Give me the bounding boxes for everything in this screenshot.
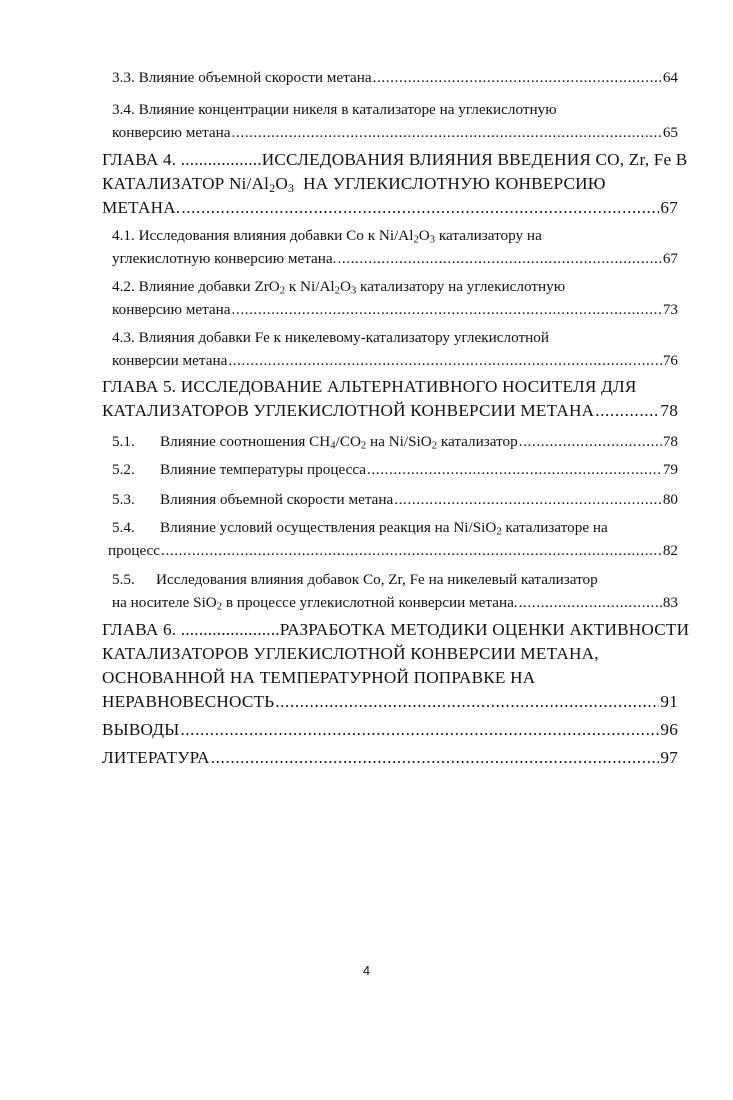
toc-entry-5-1[interactable]: [112, 430, 678, 453]
toc-page-number: 67: [662, 250, 678, 267]
toc-entry-5-5[interactable]: [112, 568, 678, 614]
toc-entry-title-line1: 3.4. Влияние концентрации никеля в катализаторе на углекислотную: [112, 101, 557, 118]
toc-entry-3-3[interactable]: [112, 66, 678, 89]
toc-entry-3-4[interactable]: [112, 98, 678, 144]
toc-leader-dots: [519, 591, 662, 614]
toc-entry-title-line1: 4.1. Исследования влияния добавки Со к $Ni/Al_2O_3$ катализатору на: [112, 227, 542, 246]
toc-page-number: 64: [662, 69, 678, 86]
toc-entry-title: 3.3. Влияние объемной скорости метана: [112, 69, 372, 86]
chapter-title-line4: НЕРАВНОВЕСНОСТЬ: [102, 692, 275, 711]
toc-chapter-5[interactable]: [102, 375, 678, 423]
toc-entry-number: 5.3.: [112, 491, 135, 508]
toc-page-number: 80: [662, 491, 678, 508]
toc-entry-5-3[interactable]: [112, 488, 678, 511]
chapter-title-line1: ГЛАВА 5. ИССЛЕДОВАНИЕ АЛЬТЕРНАТИВНОГО НОСИТЕЛЯ ДЛЯ: [102, 377, 637, 396]
toc-entry-title-line1: 4.3. Влияния добавки Fe к никелевому-катализатору углекислотной: [112, 329, 549, 346]
toc-page-number: 73: [662, 301, 678, 318]
toc-leader-dots: [161, 539, 662, 562]
chapter-prefix: ГЛАВА 4. ..................: [102, 150, 262, 169]
toc-entry-title: 5.2. Влияние температуры процесса: [112, 458, 366, 481]
toc-leader-dots: [275, 690, 659, 714]
toc-entry-title-line2: углекислотную конверсию метана.: [112, 250, 337, 267]
chapter-title-line1: ИССЛЕДОВАНИЯ ВЛИЯНИЯ ВВЕДЕНИЯ CO, Zr, Fe В: [261, 150, 688, 169]
toc-entry-title-line2: конверсии метана: [112, 352, 228, 369]
toc-entry-title: ЛИТЕРАТУРА: [102, 748, 210, 767]
toc-leader-dots: [367, 458, 662, 481]
toc-entry-title: ВЫВОДЫ: [102, 720, 180, 739]
toc-conclusions[interactable]: [102, 718, 678, 742]
toc-leader-dots: [595, 399, 659, 423]
toc-entry-4-2[interactable]: [112, 275, 678, 321]
toc-leader-dots: [232, 298, 662, 321]
chapter-title-line2: КАТАЛИЗАТОРОВ УГЛЕКИСЛОТНОЙ КОНВЕРСИИ МЕТАНА,: [102, 644, 599, 663]
chapter-prefix: ГЛАВА 6. ......................: [102, 620, 280, 639]
toc-leader-dots: [337, 247, 661, 270]
toc-entry-title-line1: 5.4. Влияние условий осуществления реакция на Ni/SiO$_2$ катализаторе на: [112, 516, 678, 539]
toc-chapter-6[interactable]: [102, 618, 690, 714]
toc-literature[interactable]: [102, 746, 678, 770]
toc-entry-title-line2: конверсию метана: [112, 124, 231, 141]
toc-leader-dots: [211, 746, 660, 770]
chapter-title-line2: КАТАЛИЗАТОРОВ УГЛЕКИСЛОТНОЙ КОНВЕРСИИ МЕТАНА: [102, 401, 595, 420]
toc-page-number: 78: [660, 401, 678, 420]
toc-entry-title-line1: 5.5. Исследования влияния добавок Co, Zr, Fe на никелевый катализатор: [112, 568, 678, 591]
toc-entry-title: 5.3. Влияния объемной скорости метана: [112, 488, 393, 511]
toc-page-number: 79: [662, 461, 678, 478]
toc-entry-title-line1: 4.2. Влияние добавки ZrO$_2$ к $Ni/Al_2O_3$ катализатору на углекислотную: [112, 278, 566, 297]
toc-page-number: 82: [662, 542, 678, 559]
chapter-title-line3: МЕТАНА.: [102, 198, 181, 217]
toc-entry-4-3[interactable]: [112, 326, 678, 372]
chapter-title-line2: КАТАЛИЗАТОР $Ni/Al_2O_3$ НА УГЛЕКИСЛОТНУЮ КОНВЕРСИЮ: [102, 174, 606, 195]
page-number: 4: [362, 963, 371, 978]
toc-page-number: 65: [662, 124, 678, 141]
toc-page-number: 96: [660, 720, 678, 739]
toc-leader-dots: [373, 66, 662, 89]
toc-leader-dots: [394, 488, 662, 511]
toc-entry-title-line2: на носителе SiO$_2$ в процессе углекислотной конверсии метана. ..... 83: [112, 591, 678, 614]
chapter-title-line1: РАЗРАБОТКА МЕТОДИКИ ОЦЕНКИ АКТИВНОСТИ: [279, 620, 690, 639]
toc-leader-dots: [228, 349, 661, 372]
toc-entry-title-line2: конверсию метана: [112, 301, 231, 318]
toc-leader-dots: [519, 430, 662, 453]
toc-page-number: 67: [660, 198, 678, 217]
toc-entry-5-4[interactable]: [108, 516, 678, 562]
toc-entry-title: 5.1. Влияние соотношения $CH_4/CO_2$ на Ni/SiO$_2$ катализатор: [112, 430, 518, 453]
toc-leader-dots: [180, 718, 659, 742]
toc-page-number: 76: [662, 352, 678, 369]
toc-chapter-4[interactable]: [102, 148, 688, 220]
toc-entry-number: 5.5.: [112, 571, 135, 588]
toc-leader-dots: [232, 121, 662, 144]
toc-entry-number: 5.1.: [112, 433, 135, 450]
toc-entry-title-line2: процесс: [108, 542, 161, 559]
toc-entry-number: 5.4.: [112, 519, 135, 536]
toc-page-number: 78: [662, 433, 678, 450]
toc-page-number: 83: [662, 594, 678, 611]
toc-entry-5-2[interactable]: [112, 458, 678, 481]
toc-page-number: 97: [660, 748, 678, 767]
toc-entry-number: 5.2.: [112, 461, 135, 478]
toc-page-number: 91: [660, 692, 678, 711]
chapter-title-line3: ОСНОВАННОЙ НА ТЕМПЕРАТУРНОЙ ПОПРАВКЕ НА: [102, 668, 536, 687]
toc-entry-4-1[interactable]: [112, 224, 678, 270]
toc-leader-dots: [181, 196, 659, 220]
